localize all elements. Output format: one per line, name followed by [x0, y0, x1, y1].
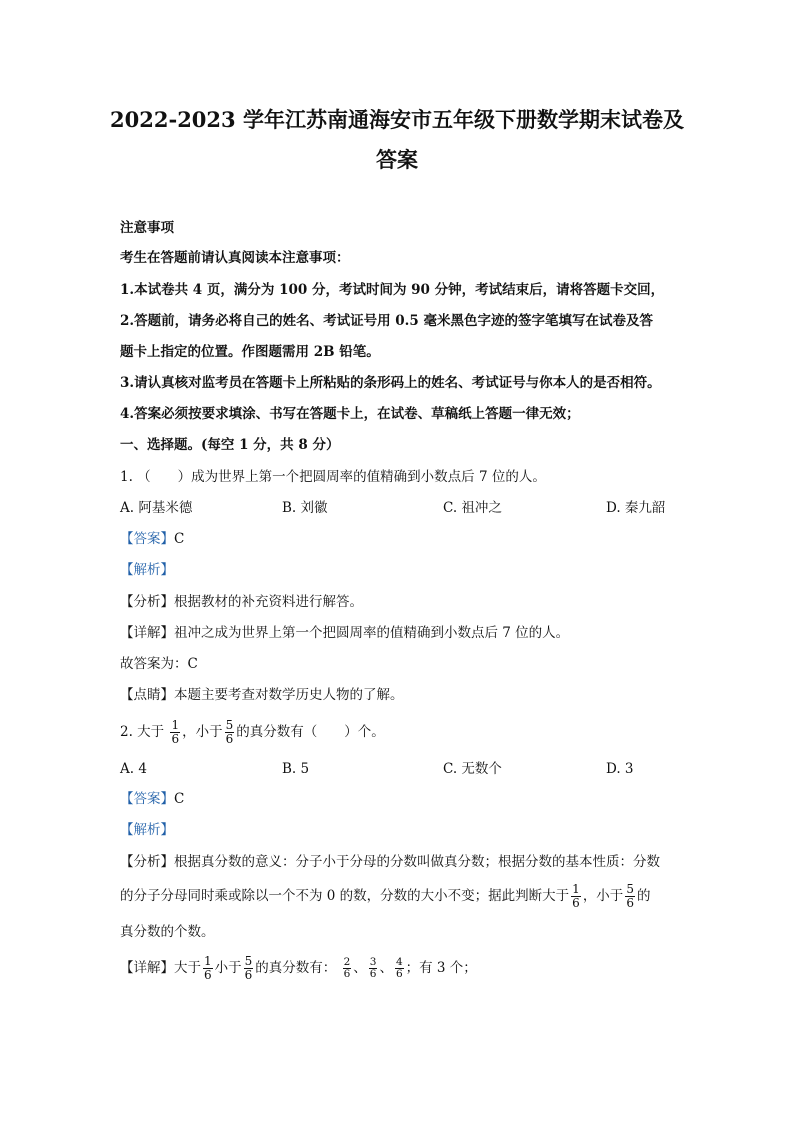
denominator: 6	[572, 896, 580, 910]
q1-option-a: A. 阿基米德	[120, 500, 193, 516]
answer-value: C	[174, 791, 185, 807]
notice-item-3: 3.请认真核对监考员在答题卡上所粘贴的条形码上的姓名、考试证号与你本人的是否相符。	[120, 375, 661, 391]
numerator: 5	[244, 954, 253, 968]
fraction	[170, 719, 180, 746]
fraction	[343, 957, 352, 980]
fenxi-text: 的分子分母同时乘或除以一个不为 0 的数，分数的大小不变；据此判断大于	[120, 888, 570, 904]
xiangjie-tag: 【详解】	[120, 625, 174, 641]
jiexi-tag: 【解析】	[120, 562, 174, 578]
q1-stem: 1. （ ）成为世界上第一个把圆周率的值精确到小数点后 7 位的人。	[120, 469, 546, 485]
dianjing-text: 本题主要考查对数学历史人物的了解。	[174, 687, 404, 703]
title-line-2: 答案	[376, 147, 418, 172]
fraction	[571, 883, 581, 910]
dianjing-tag: 【点睛】	[120, 687, 174, 703]
denominator: 6	[225, 732, 234, 746]
notice-intro: 考生在答题前请认真阅读本注意事项：	[120, 250, 350, 266]
q2-xiangjie	[120, 952, 680, 984]
fenxi-text: 根据真分数的意义：分子小于分母的分数叫做真分数；根据分数的基本性质：分数	[174, 854, 660, 870]
answer-tag: 【答案】	[120, 791, 174, 807]
fenxi-text: 的	[636, 888, 651, 904]
denominator: 6	[204, 968, 212, 982]
q2-stem-part-b: ，小于	[182, 724, 223, 740]
q1-jiexi	[120, 560, 680, 580]
denominator: 6	[343, 968, 351, 980]
numerator: 1	[171, 718, 180, 732]
q2-jiexi	[120, 820, 680, 840]
q2-fenxi-line-1	[120, 852, 680, 872]
q1-xiangjie	[120, 623, 680, 643]
fraction	[225, 719, 235, 746]
numerator: 4	[395, 956, 403, 968]
notice-item-1: 1.本试卷共 4 页，满分为 100 分，考试时间为 90 分钟，考试结束后，请将答题卡交回，	[120, 282, 665, 298]
numerator: 3	[369, 956, 377, 968]
xiangjie-text: 祖冲之成为世界上第一个把圆周率的值精确到小数点后 7 位的人。	[174, 625, 570, 641]
xiangjie-text: 小于	[214, 960, 242, 976]
fenxi-tag: 【分析】	[120, 594, 174, 610]
fraction	[203, 955, 213, 982]
fraction	[244, 955, 254, 982]
denominator: 6	[171, 732, 180, 746]
q2-stem-part-c: 的真分数有（ ）个。	[236, 724, 385, 740]
fenxi-text: 根据教材的补充资料进行解答。	[174, 594, 363, 610]
fraction	[369, 957, 378, 980]
q2-option-d: D. 3	[606, 761, 634, 777]
q2-option-b: B. 5	[282, 761, 310, 777]
q1-answer	[120, 529, 680, 549]
xiangjie-tag: 【详解】	[120, 960, 174, 976]
fraction	[395, 957, 404, 980]
xiangjie-text: 大于	[174, 960, 201, 976]
answer-tag: 【答案】	[120, 531, 174, 547]
fenxi-tag: 【分析】	[120, 854, 174, 870]
denominator: 6	[244, 968, 253, 982]
jiexi-tag: 【解析】	[120, 822, 174, 838]
numerator: 1	[204, 954, 212, 968]
title-line-1: 2022-2023 学年江苏南通海安市五年级下册数学期末试卷及	[110, 107, 684, 132]
q2-answer	[120, 789, 680, 809]
q1-conclusion: 故答案为：C	[120, 656, 198, 672]
q2-stem-part-a: 2. 大于	[120, 724, 165, 740]
notice-item-2-cont: 题卡上指定的位置。作图题需用 2B 铅笔。	[120, 344, 380, 360]
q2-option-a: A. 4	[120, 761, 147, 777]
q1-dianjing	[120, 685, 680, 705]
notice-heading: 注意事项	[120, 220, 174, 236]
xiangjie-text: ；有 3 个；	[405, 960, 477, 976]
denominator: 6	[369, 968, 377, 980]
xiangjie-text: 的真分数有：	[255, 960, 337, 976]
q1-option-b: B. 刘徽	[282, 500, 328, 516]
q1-fenxi	[120, 592, 680, 612]
numerator: 2	[343, 956, 351, 968]
separator: 、	[353, 960, 367, 976]
numerator: 5	[626, 882, 634, 896]
q2-stem	[120, 718, 680, 746]
document-title	[100, 100, 694, 180]
answer-value: C	[174, 531, 185, 547]
q2-fenxi-line-3: 真分数的个数。	[120, 924, 215, 940]
notice-item-4: 4.答案必须按要求填涂、书写在答题卡上，在试卷、草稿纸上答题一律无效；	[120, 406, 580, 422]
numerator: 5	[225, 718, 234, 732]
denominator: 6	[626, 896, 634, 910]
fenxi-text: ，小于	[582, 888, 624, 904]
separator: 、	[379, 960, 393, 976]
section-heading: 一、选择题。(每空 1 分，共 8 分）	[120, 437, 340, 453]
q1-option-d: D. 秦九韶	[606, 500, 666, 516]
numerator: 1	[572, 882, 580, 896]
q2-fenxi-line-2	[120, 880, 680, 912]
denominator: 6	[395, 968, 403, 980]
fraction	[625, 883, 635, 910]
q1-option-c: C. 祖冲之	[443, 500, 502, 516]
notice-item-2: 2.答题前，请务必将自己的姓名、考试证号用 0.5 毫米黑色字迹的签字笔填写在试卷及答	[120, 313, 653, 329]
q2-option-c: C. 无数个	[443, 761, 502, 777]
